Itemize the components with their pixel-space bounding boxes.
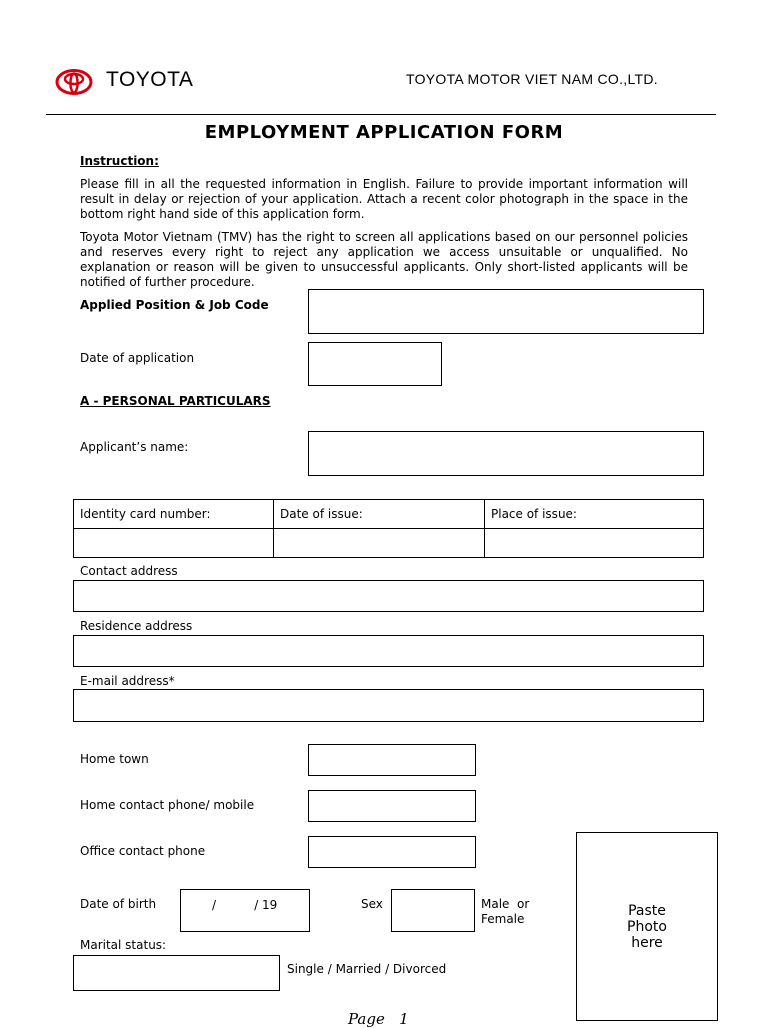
form-title: EMPLOYMENT APPLICATION FORM [204,122,564,143]
instruction-paragraph-1: Please fill in all the requested information in English. Failure to provide important information will result in delay or rejection of your application. Attach a recent color photograph in the space in the bottom right hand side of this application form. [80,177,688,221]
photo-label-line3: here [631,934,663,951]
table-header-row [74,500,704,529]
logo-text: TOYOTA [106,68,194,91]
section-a-heading: A - PERSONAL PARTICULARS [80,394,271,408]
company-name: TOYOTA MOTOR VIET NAM CO.,LTD. [406,71,658,87]
office-phone-field[interactable] [308,836,476,868]
applied-position-label: Applied Position & Job Code [80,298,269,312]
office-phone-label: Office contact phone [80,844,206,858]
sex-options-line1: Male or [481,897,530,911]
email-label: E-mail address* [80,674,175,688]
residence-address-label: Residence address [80,619,193,633]
date-of-birth-template: / / 19 [212,898,278,912]
identity-card-table [73,499,704,558]
table-row [74,529,704,558]
sex-label: Sex [361,897,383,911]
applicant-name-field[interactable] [308,431,704,476]
page-number: Page 1 [348,1010,409,1028]
date-of-birth-label: Date of birth [80,897,157,911]
identity-card-number-cell[interactable] [74,529,274,558]
place-of-issue-cell[interactable] [485,529,704,558]
date-of-issue-header: Date of issue: [274,500,485,529]
applicant-name-label: Applicant’s name: [80,440,189,454]
identity-card-number-header: Identity card number: [74,500,274,529]
applied-position-field[interactable] [308,289,704,334]
residence-address-field[interactable] [73,635,704,667]
home-town-field[interactable] [308,744,476,776]
marital-status-options: Single / Married / Divorced [287,962,447,976]
email-field[interactable] [73,689,704,722]
marital-status-field[interactable] [73,955,280,991]
home-phone-label: Home contact phone/ mobile [80,798,255,812]
marital-status-label: Marital status: [80,938,167,952]
instruction-heading: Instruction: [80,154,159,168]
contact-address-label: Contact address [80,564,178,578]
header-divider [46,114,716,115]
contact-address-field[interactable] [73,580,704,612]
home-town-label: Home town [80,752,149,766]
photo-label-line2: Photo [627,918,667,935]
photo-placeholder [576,832,718,1021]
toyota-logo-icon [55,68,93,96]
photo-label-line1: Paste [628,902,666,919]
instruction-paragraph-2: Toyota Motor Vietnam (TMV) has the right to screen all applications based on our personnel policies and reserves every right to reject any application we access unsuitable or unqualified. No explanation or reason will be given to unsuccessful applicants. Only short-listed applicants will be notified of further procedure. [80,230,688,289]
sex-field[interactable] [391,889,475,932]
home-phone-field[interactable] [308,790,476,822]
place-of-issue-header: Place of issue: [485,500,704,529]
date-of-birth-field[interactable] [180,889,310,932]
sex-options-line2: Female [481,912,525,926]
date-of-application-label: Date of application [80,351,195,365]
date-of-issue-cell[interactable] [274,529,485,558]
date-of-application-field[interactable] [308,342,442,386]
